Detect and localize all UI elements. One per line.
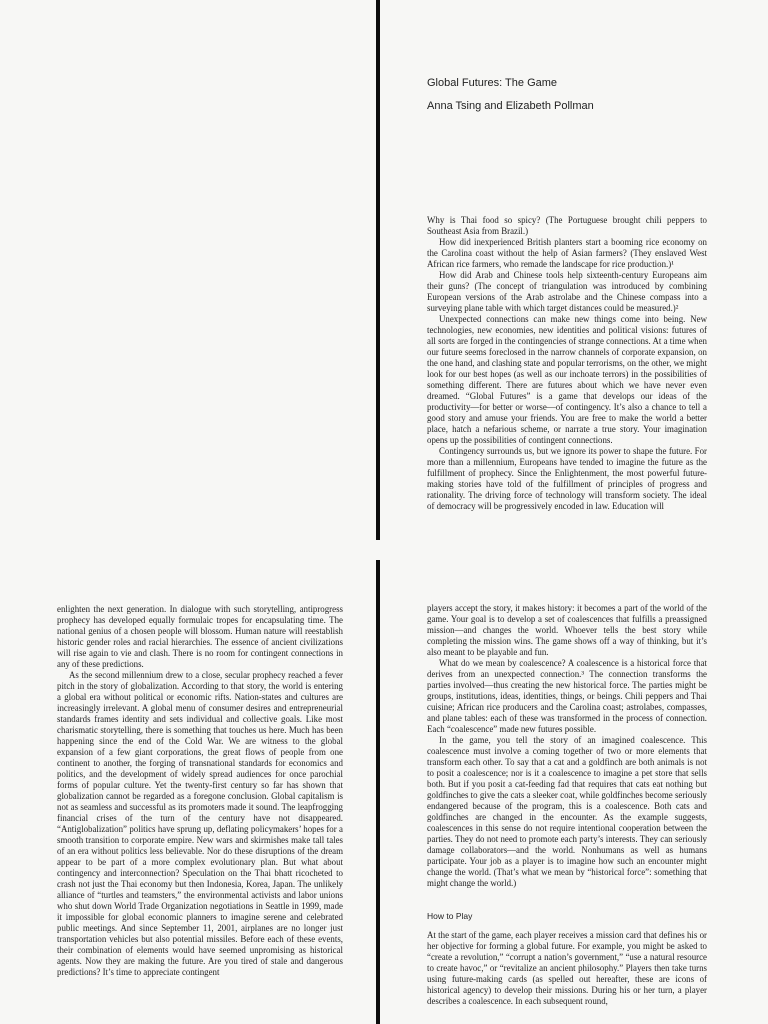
bottom-left-text-column (57, 604, 343, 978)
paragraph: How did inexperienced British planters start a booming rice economy on the Carolina coast without the help of Asian farmers? (They enslaved West African rice farmers, who remade the landscape for rice production.)¹ (427, 237, 707, 269)
paragraph: As the second millennium drew to a close, secular prophecy reached a fever pitch in the story of globalization. According to that story, the world is entering a global era without political or economic rifts. Nation-states and cultures are increasingly irrelevant. A global menu of consumer desires and entrepreneurial standards frames identity and sets individual and collective goals. Like most charismatic storytelling, there is something that touches us here. Much has been happening since the end of the Cold War. We are witness to the global expansion of a few giant corporations, the great flows of people from one continent to another, the forging of transnational standards for economics and politics, and the development of widely spread audiences for once parochial forms of popular culture. Yet the twenty-first century so far has shown that globalization cannot be regarded as a foregone conclusion. Global capitalism is not as seamless and successful as its promoters made it sound. The leapfrogging financial crises of the turn of the century have not disappeared. “Antiglobalization” politics have sprung up, deflating policymakers’ hopes for a smooth transition to corporate empire. New wars and skirmishes make tall tales of an era without politics less believable. Nor do these disruptions of the dream appear to be part of a more complex evolutionary plan. But what about contingency and interconnection? Speculation on the Thai bhatt ricocheted to crash not just the Thai economy but then Indonesia, Korea, Japan. The unlikely alliance of “turtles and teamsters,” the environmental activists and labor unions who shut down World Trade Organization negotiations in Seattle in 1999, made it impossible for global economic planners to imagine serene and celebrated public meetings. And since September 11, 2001, airplanes are no longer just transportation vehicles but also potential missiles. Before each of these events, their combination of elements would have seemed unpromising as historical agents. Now they are making the future. Are you tired of stale and dangerous predictions? It’s time to appreciate contingent (57, 670, 343, 977)
chapter-title: Global Futures: The Game (427, 77, 558, 89)
section-heading: How to Play (427, 911, 473, 921)
book-spine-shadow-lower (376, 560, 380, 1024)
paragraph: In the game, you tell the story of an imagined coalescence. This coalescence must involve a coming together of two or more elements that transform each other. To say that a cat and a goldfinch are both animals is not to posit a coalescence; nor is it a coalescence to imagine a pet store that sells both. But if you posit a cat-feeding fad that requires that cats eat nothing but goldfinches to give the cats a sleeker coat, while goldfinches become seriously endangered because of the program, this is a coalescence. Both cats and goldfinches are changed in the encounter. As the example suggests, coalescences in this sense do not require intentional cooperation between the parties. They do not need to promote each party’s interests. They can seriously damage collaborators—and the world. Nonhumans as well as humans participate. Your job as a player is to imagine how such an encounter might change the world. (That’s what we mean by “historical force”: something that might change the world.) (427, 735, 707, 888)
chapter-authors: Anna Tsing and Elizabeth Pollman (427, 100, 594, 112)
paragraph: Contingency surrounds us, but we ignore its power to shape the future. For more than a millennium, Europeans have tended to imagine the future as the fulfillment of prophecy. Since the Enlightenment, the most powerful future-making stories have told of the fulfillment of principles of progress and rationality. The driving force of technology will transform society. The ideal of democracy will be progressively encoded in law. Education will (427, 446, 707, 511)
paragraph: Unexpected connections can make new things come into being. New technologies, new economies, new identities and political visions: futures of all sorts are forged in the contingencies of strange connections. At a time when our future seems foreclosed in the narrow channels of corporate expansion, on the one hand, and clashing state and popular terrorisms, on the other, we might look for our best hopes (as well as our inchoate terrors) in the possibilities of something different. There are futures about which we have never even dreamed. “Global Futures” is a game that develops our ideas of the productivity—for better or worse—of contingency. It’s also a chance to tell a good story and amuse your friends. You are free to make the world a better place, hatch a nefarious scheme, or narrate a true story. Your imagination opens up the possibilities of contingent connections. (427, 314, 707, 445)
paragraph: How did Arab and Chinese tools help sixteenth-century Europeans aim their guns? (The concept of triangulation was introduced by combining European versions of the Arab astrolabe and the Chinese compass into a surveying plane table with which target distances could be measured.)² (427, 270, 707, 313)
paragraph: players accept the story, it makes history: it becomes a part of the world of the game. Your goal is to develop a set of coalescences that fulfills a preassigned mission—and changes the world. Whoever tells the best story while completing the mission wins. The game shows off a way of thinking, but it’s also meant to be playable and fun. (427, 603, 707, 657)
top-right-text-column (427, 215, 707, 512)
paragraph: Why is Thai food so spicy? (The Portuguese brought chili peppers to Southeast Asia from Brazil.) (427, 215, 707, 236)
paragraph: At the start of the game, each player receives a mission card that defines his or her objective for forming a global future. For example, you might be asked to “create a revolution,” “corrupt a nation’s government,” “use a natural resource to create havoc,” or “revitalize an ancient philosophy.” Players then take turns using future-making cards (as spelled out hereafter, these are icons of historical agency) to develop their missions. During his or her turn, a player describes a coalescence. In each subsequent round, (427, 930, 707, 1006)
bottom-right-text-column (427, 603, 707, 1007)
paragraph: What do we mean by coalescence? A coalescence is a historical force that derives from an unexpected connection.³ The connection transforms the parties involved—thus creating the new historical force. The parties might be groups, institutions, ideas, identities, things, or beings. Chili peppers and Thai cuisine; African rice producers and the Carolina coast; astrolabes, compasses, and plane tables: each of these was transformed in the process of connection. Each “coalescence” made new futures possible. (427, 658, 707, 734)
book-spine-shadow (376, 0, 380, 540)
paragraph: enlighten the next generation. In dialogue with such storytelling, antiprogress prophecy has developed equally formulaic tropes for encapsulating time. The national genius of a chosen people will blossom. Human nature will reestablish historic gender roles and racial hierarchies. The essence of ancient civilizations will rise again to vie and clash. There is no room for contingent connections in any of these predictions. (57, 604, 343, 669)
